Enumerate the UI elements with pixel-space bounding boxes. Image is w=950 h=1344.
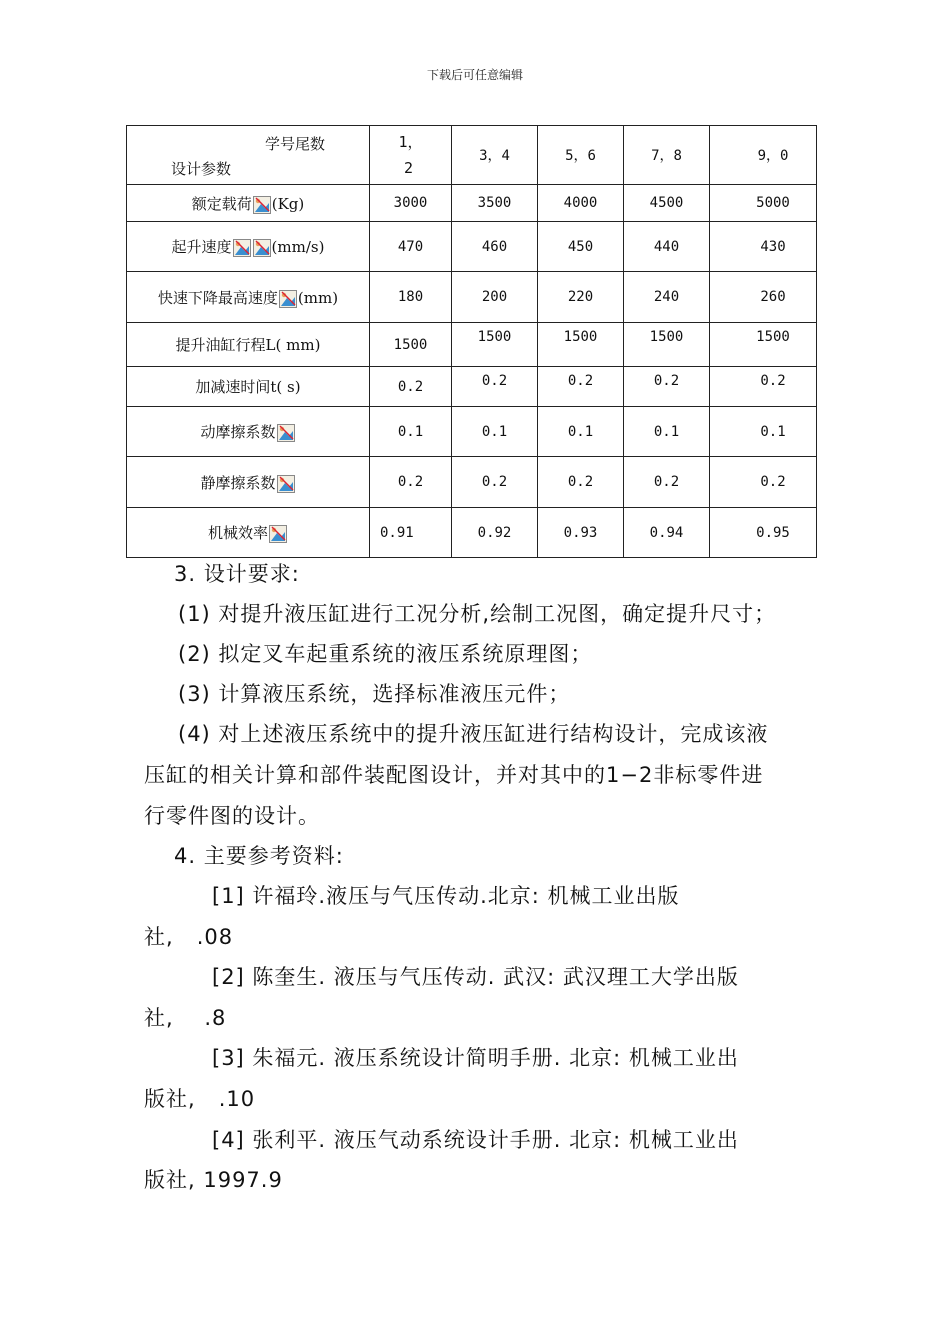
table-cell: 240 bbox=[624, 272, 710, 323]
table-cell: 0.93 bbox=[538, 508, 624, 558]
col-header-4: 7，8 bbox=[624, 126, 710, 185]
row-label: 静摩擦系数 bbox=[200, 473, 276, 492]
table-cell: 4500 bbox=[624, 185, 710, 222]
broken-image-icon bbox=[233, 239, 251, 257]
row-label-cell bbox=[127, 272, 370, 323]
row-label: 起升速度 bbox=[171, 238, 232, 256]
table-cell: 0.94 bbox=[624, 508, 710, 558]
col-header-5: 9，0 bbox=[710, 126, 817, 185]
broken-image-icon bbox=[277, 475, 295, 493]
table-cell: 0.2 bbox=[452, 367, 538, 407]
table-cell: 0.2 bbox=[624, 367, 710, 407]
table-cell: 430 bbox=[710, 222, 817, 272]
broken-image-icon bbox=[253, 239, 271, 257]
table-header-row bbox=[127, 126, 817, 185]
row-label: 额定载荷 bbox=[191, 194, 252, 213]
table-cell: 5000 bbox=[710, 185, 817, 222]
table-cell: 220 bbox=[538, 272, 624, 323]
table-cell: 180 bbox=[370, 272, 452, 323]
row-label: 提升油缸行程L( mm) bbox=[175, 336, 321, 354]
table-cell: 0.91 bbox=[370, 508, 452, 558]
broken-image-icon bbox=[269, 525, 287, 543]
row-label-cell bbox=[127, 457, 370, 508]
reference-4-line2: 版社, 1997.9 bbox=[144, 1168, 283, 1192]
row-label-cell bbox=[127, 508, 370, 558]
reference-1-line1: [1] 许福玲.液压与气压传动.北京: 机械工业出版 bbox=[212, 884, 680, 908]
table-cell: 0.2 bbox=[710, 367, 817, 407]
reference-3-line1: [3] 朱福元. 液压系统设计简明手册. 北京: 机械工业出 bbox=[212, 1046, 739, 1070]
requirement-4-line2: 压缸的相关计算和部件装配图设计，并对其中的1−2非标零件进 bbox=[144, 763, 764, 787]
table-cell: 470 bbox=[370, 222, 452, 272]
corner-top-label: 学号尾数 bbox=[265, 135, 326, 153]
table-row bbox=[127, 185, 817, 222]
table-cell: 0.2 bbox=[538, 457, 624, 508]
requirement-1: (1) 对提升液压缸进行工况分析,绘制工况图，确定提升尺寸； bbox=[178, 602, 777, 626]
table-cell: 0.1 bbox=[452, 407, 538, 457]
row-label: 动摩擦系数 bbox=[200, 423, 276, 441]
col-header-2: 3，4 bbox=[452, 126, 538, 185]
table-cell: 1500 bbox=[538, 323, 624, 367]
table-cell: 0.92 bbox=[452, 508, 538, 558]
requirement-3: (3) 计算液压系统，选择标准液压元件； bbox=[178, 682, 571, 706]
row-label: 机械效率 bbox=[207, 524, 268, 542]
broken-image-icon bbox=[253, 196, 271, 214]
reference-4-line1: [4] 张利平. 液压气动系统设计手册. 北京: 机械工业出 bbox=[212, 1128, 739, 1152]
table-cell: 3500 bbox=[452, 185, 538, 222]
table-cell: 0.1 bbox=[710, 407, 817, 457]
broken-image-icon bbox=[279, 290, 297, 308]
broken-image-icon bbox=[277, 424, 295, 442]
row-label: 加减速时间t( s) bbox=[195, 378, 301, 396]
table-cell: 0.2 bbox=[710, 457, 817, 508]
table-row bbox=[127, 222, 817, 272]
table-cell: 1500 bbox=[452, 323, 538, 367]
row-unit: (mm/s) bbox=[271, 238, 325, 256]
col-header-1-line2: 2 bbox=[404, 159, 414, 177]
section4-title: 4. 主要参考资料: bbox=[174, 844, 344, 868]
table-cell: 450 bbox=[538, 222, 624, 272]
design-parameters-table bbox=[126, 125, 817, 558]
table-row bbox=[127, 508, 817, 558]
table-cell: 0.1 bbox=[538, 407, 624, 457]
table-cell: 4000 bbox=[538, 185, 624, 222]
col-header-1-line1: 1， bbox=[398, 133, 423, 151]
row-label-cell bbox=[127, 222, 370, 272]
table-cell: 200 bbox=[452, 272, 538, 323]
requirement-2: (2) 拟定叉车起重系统的液压系统原理图； bbox=[178, 642, 593, 666]
row-label-cell bbox=[127, 323, 370, 367]
row-label-cell bbox=[127, 367, 370, 407]
table-cell: 460 bbox=[452, 222, 538, 272]
table-cell: 260 bbox=[710, 272, 817, 323]
row-unit: (mm) bbox=[297, 288, 339, 307]
corner-bottom-label: 设计参数 bbox=[171, 160, 232, 178]
table-row bbox=[127, 323, 817, 367]
table-cell: 0.95 bbox=[710, 508, 817, 558]
table-cell: 0.2 bbox=[370, 457, 452, 508]
table-cell: 1500 bbox=[370, 323, 452, 367]
table-row bbox=[127, 407, 817, 457]
corner-cell bbox=[127, 126, 370, 185]
table-cell: 440 bbox=[624, 222, 710, 272]
reference-3-line2: 版社, .10 bbox=[144, 1087, 256, 1111]
reference-2-line2: 社, .8 bbox=[144, 1006, 227, 1030]
requirement-4-line1: (4) 对上述液压系统中的提升液压缸进行结构设计，完成该液 bbox=[178, 722, 769, 746]
section3-title: 3. 设计要求: bbox=[174, 562, 300, 586]
table-cell: 1500 bbox=[624, 323, 710, 367]
reference-1-line2: 社, .08 bbox=[144, 925, 234, 949]
requirement-4-line3: 行零件图的设计。 bbox=[144, 804, 320, 828]
table-cell: 0.2 bbox=[370, 367, 452, 407]
table-cell: 0.1 bbox=[370, 407, 452, 457]
table-row bbox=[127, 367, 817, 407]
table-cell: 0.1 bbox=[624, 407, 710, 457]
row-label: 快速下降最高速度 bbox=[157, 288, 278, 307]
table-row bbox=[127, 457, 817, 508]
table-cell: 3000 bbox=[370, 185, 452, 222]
table-cell: 0.2 bbox=[538, 367, 624, 407]
table-cell: 0.2 bbox=[624, 457, 710, 508]
row-unit: (Kg) bbox=[271, 194, 305, 213]
table-cell: 1500 bbox=[710, 323, 817, 367]
table-row bbox=[127, 272, 817, 323]
page-header: 下载后可任意编辑 bbox=[426, 68, 523, 82]
table-cell: 0.2 bbox=[452, 457, 538, 508]
row-label-cell bbox=[127, 185, 370, 222]
col-header-1 bbox=[370, 126, 452, 185]
reference-2-line1: [2] 陈奎生. 液压与气压传动. 武汉: 武汉理工大学出版 bbox=[212, 965, 739, 989]
col-header-3: 5，6 bbox=[538, 126, 624, 185]
row-label-cell bbox=[127, 407, 370, 457]
